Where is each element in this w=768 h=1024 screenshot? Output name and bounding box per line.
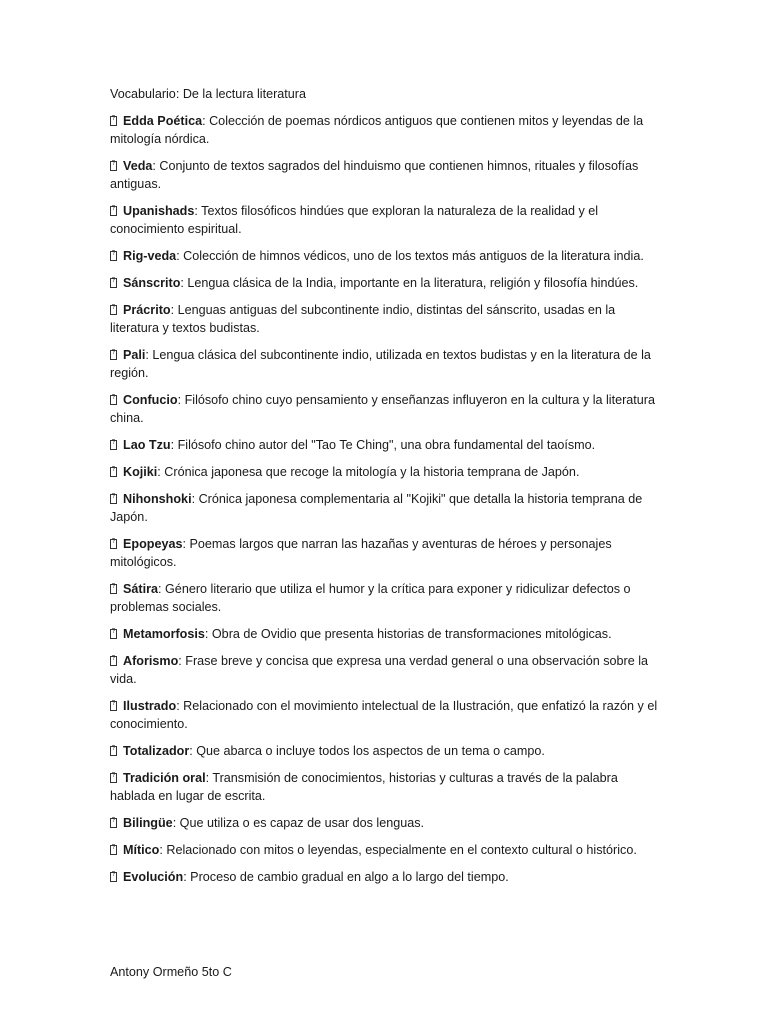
missing-glyph-box-icon	[110, 701, 117, 711]
vocabulary-term: Tradición oral	[123, 771, 206, 785]
missing-glyph-box-icon	[110, 746, 117, 756]
vocabulary-term: Lao Tzu	[123, 438, 171, 452]
vocabulary-entry	[110, 652, 658, 688]
missing-glyph-box-icon	[110, 494, 117, 504]
vocabulary-term: Prácrito	[123, 303, 171, 317]
vocabulary-definition: : Lengua clásica de la India, importante en la literatura, religión y filosofía hindúes.	[180, 276, 639, 290]
vocabulary-definition: : Lenguas antiguas del subcontinente indio, distintas del sánscrito, usadas en la literatura y textos budistas.	[110, 303, 616, 335]
missing-glyph-box-icon	[110, 305, 117, 315]
vocabulary-definition: : Crónica japonesa que recoge la mitología y la historia temprana de Japón.	[157, 465, 580, 479]
vocabulary-definition: : Filósofo chino autor del "Tao Te Ching", una obra fundamental del taoísmo.	[170, 438, 596, 452]
missing-glyph-box-icon	[110, 872, 117, 882]
vocabulary-definition: : Transmisión de conocimientos, historias y culturas a través de la palabra hablada en lugar de escrita.	[110, 771, 618, 803]
vocabulary-entry	[110, 814, 658, 832]
missing-glyph-box-icon	[110, 845, 117, 855]
document-body	[110, 85, 658, 895]
missing-glyph-box-icon	[110, 584, 117, 594]
vocabulary-entry	[110, 490, 658, 526]
vocabulary-entry	[110, 769, 658, 805]
vocabulary-definition: : Proceso de cambio gradual en algo a lo largo del tiempo.	[183, 870, 509, 884]
missing-glyph-box-icon	[110, 350, 117, 360]
vocabulary-entry	[110, 346, 658, 382]
vocabulary-term: Edda Poética	[123, 114, 203, 128]
vocabulary-definition: : Género literario que utiliza el humor y la crítica para exponer y ridiculizar defectos o problemas sociales.	[110, 582, 631, 614]
vocabulary-term: Epopeyas	[123, 537, 183, 551]
vocabulary-entry	[110, 463, 658, 481]
vocabulary-definition: : Que utiliza o es capaz de usar dos lenguas.	[172, 816, 425, 830]
missing-glyph-box-icon	[110, 467, 117, 477]
vocabulary-definition: : Lengua clásica del subcontinente indio, utilizada en textos budistas y en la literatura de la región.	[110, 348, 651, 380]
missing-glyph-box-icon	[110, 656, 117, 666]
vocabulary-entry	[110, 157, 658, 193]
vocabulary-term: Kojiki	[123, 465, 158, 479]
vocabulary-entry	[110, 580, 658, 616]
vocabulary-entry	[110, 841, 658, 859]
vocabulary-entry	[110, 535, 658, 571]
vocabulary-term: Bilingüe	[123, 816, 173, 830]
vocabulary-list	[110, 112, 658, 886]
missing-glyph-box-icon	[110, 278, 117, 288]
vocabulary-term: Nihonshoki	[123, 492, 192, 506]
vocabulary-definition: : Poemas largos que narran las hazañas y aventuras de héroes y personajes mitológicos.	[110, 537, 612, 569]
missing-glyph-box-icon	[110, 251, 117, 261]
vocabulary-term: Pali	[123, 348, 146, 362]
missing-glyph-box-icon	[110, 116, 117, 126]
missing-glyph-box-icon	[110, 206, 117, 216]
vocabulary-definition: : Filósofo chino cuyo pensamiento y enseñanzas influyeron en la cultura y la literatura china.	[110, 393, 656, 425]
vocabulary-definition: : Obra de Ovidio que presenta historias de transformaciones mitológicas.	[204, 627, 612, 641]
vocabulary-term: Mítico	[123, 843, 160, 857]
vocabulary-definition: : Textos filosóficos hindúes que exploran la naturaleza de la realidad y el conocimiento espiritual.	[110, 204, 599, 236]
vocabulary-entry	[110, 112, 658, 148]
vocabulary-term: Sátira	[123, 582, 159, 596]
missing-glyph-box-icon	[110, 440, 117, 450]
vocabulary-definition: : Que abarca o incluye todos los aspectos de un tema o campo.	[189, 744, 545, 758]
vocabulary-term: Sánscrito	[123, 276, 181, 290]
missing-glyph-box-icon	[110, 161, 117, 171]
vocabulary-definition: : Relacionado con mitos o leyendas, especialmente en el contexto cultural o histórico.	[159, 843, 637, 857]
missing-glyph-box-icon	[110, 773, 117, 783]
vocabulary-entry	[110, 868, 658, 886]
vocabulary-term: Aforismo	[123, 654, 179, 668]
vocabulary-entry	[110, 436, 658, 454]
document-title: Vocabulario: De la lectura literatura	[110, 87, 307, 101]
vocabulary-term: Evolución	[123, 870, 184, 884]
vocabulary-term: Rig-veda	[123, 249, 177, 263]
document-footer-author: Antony Ormeño 5to C	[110, 965, 232, 979]
vocabulary-term: Upanishads	[123, 204, 195, 218]
vocabulary-entry	[110, 697, 658, 733]
vocabulary-definition: : Conjunto de textos sagrados del hinduismo que contienen himnos, rituales y filosofías antiguas.	[110, 159, 639, 191]
vocabulary-entry	[110, 742, 658, 760]
vocabulary-entry	[110, 247, 658, 265]
vocabulary-definition: : Crónica japonesa complementaria al "Kojiki" que detalla la historia temprana de Japón.	[110, 492, 643, 524]
vocabulary-definition: : Relacionado con el movimiento intelectual de la Ilustración, que enfatizó la razón y el conocimiento.	[110, 699, 658, 731]
vocabulary-entry	[110, 625, 658, 643]
vocabulary-term: Confucio	[123, 393, 178, 407]
missing-glyph-box-icon	[110, 818, 117, 828]
missing-glyph-box-icon	[110, 629, 117, 639]
vocabulary-definition: : Colección de poemas nórdicos antiguos que contienen mitos y leyendas de la mitología nórdica.	[110, 114, 644, 146]
vocabulary-definition: : Colección de himnos védicos, uno de los textos más antiguos de la literatura india.	[176, 249, 644, 263]
vocabulary-entry	[110, 391, 658, 427]
vocabulary-definition: : Frase breve y concisa que expresa una verdad general o una observación sobre la vida.	[110, 654, 649, 686]
vocabulary-term: Totalizador	[123, 744, 190, 758]
missing-glyph-box-icon	[110, 395, 117, 405]
vocabulary-entry	[110, 274, 658, 292]
missing-glyph-box-icon	[110, 539, 117, 549]
vocabulary-entry	[110, 301, 658, 337]
vocabulary-term: Veda	[123, 159, 153, 173]
vocabulary-term: Metamorfosis	[123, 627, 205, 641]
vocabulary-term: Ilustrado	[123, 699, 177, 713]
vocabulary-entry	[110, 202, 658, 238]
